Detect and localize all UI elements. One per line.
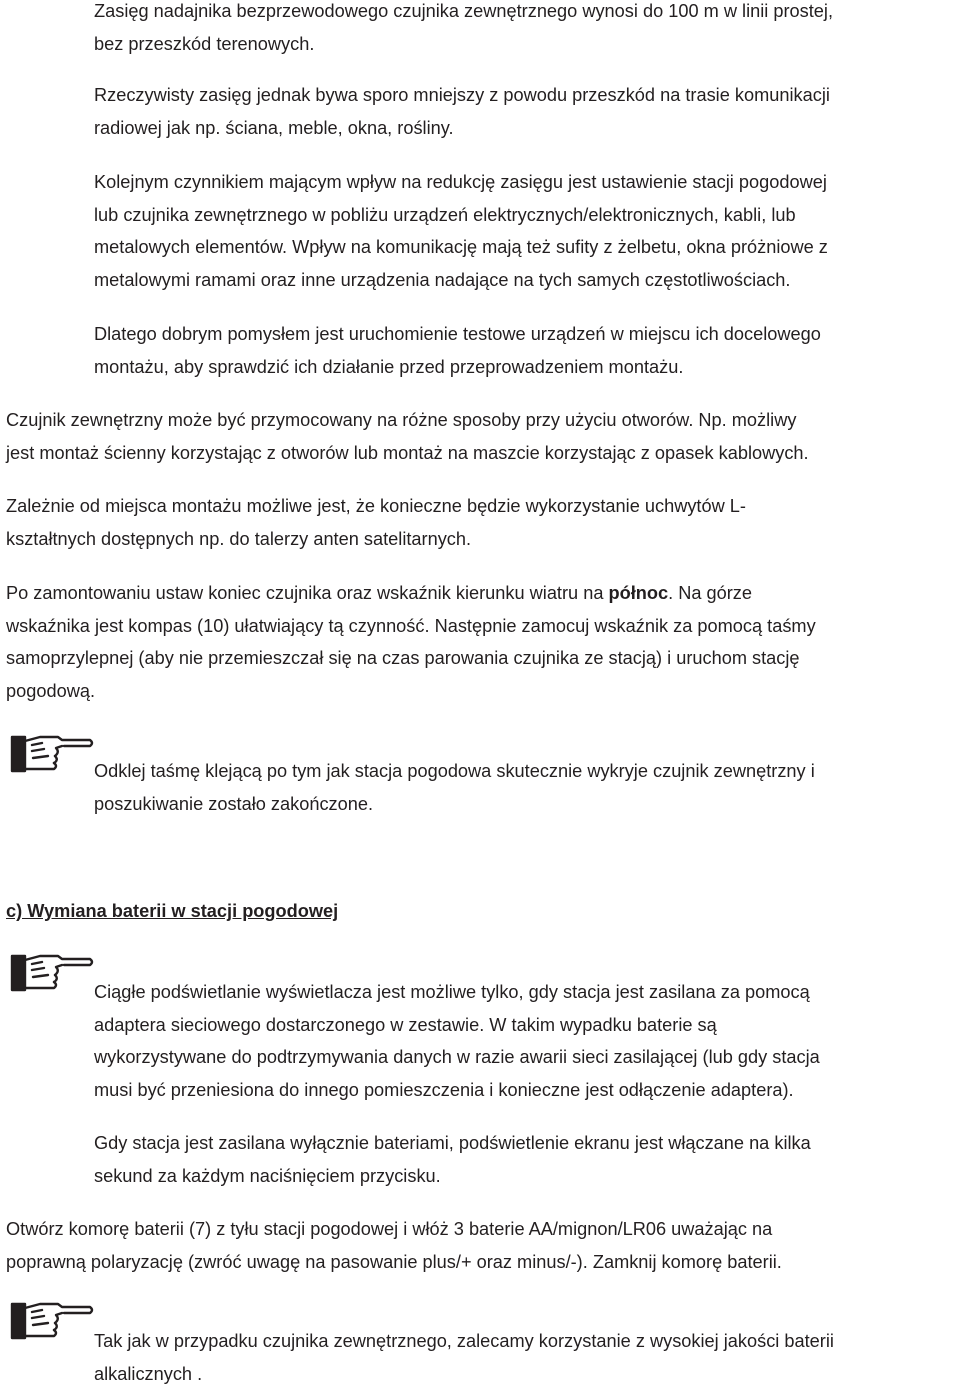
paragraph-factors xyxy=(94,166,828,296)
text-line: Otwórz komorę baterii (7) z tyłu stacji pogodowej i włóż 3 baterie AA/mignon/LR06 uważając na xyxy=(6,1213,782,1246)
paragraph-real-range xyxy=(94,79,830,144)
paragraph-range xyxy=(94,0,833,60)
text-line xyxy=(6,577,816,610)
section-heading-battery: c) Wymiana baterii w stacji pogodowej xyxy=(6,895,338,928)
text-line: Ciągłe podświetlanie wyświetlacza jest możliwe tylko, gdy stacja jest zasilana za pomocą xyxy=(94,976,820,1009)
text-line: Tak jak w przypadku czujnika zewnętrznego, zalecamy korzystanie z wysokiej jakości baterii xyxy=(94,1325,834,1358)
text-line: samoprzylepnej (aby nie przemieszczał się na czas parowania czujnika ze stacją) i uruchom stację xyxy=(6,642,816,675)
paragraph-battery-only xyxy=(94,1127,811,1192)
pointing-hand-icon xyxy=(10,733,96,775)
pointing-hand-icon xyxy=(10,1300,96,1342)
text-line: jest montaż ścienny korzystając z otworów lub montaż na maszcie korzystając z opasek kablowych. xyxy=(6,437,809,470)
text-line: bez przeszkód terenowych. xyxy=(94,28,833,61)
paragraph-orientation xyxy=(6,577,816,707)
paragraph-open-compartment xyxy=(6,1213,782,1278)
text-line: alkalicznych . xyxy=(94,1358,834,1390)
text-line: Odklej taśmę klejącą po tym jak stacja pogodowa skutecznie wykryje czujnik zewnętrzny i xyxy=(94,755,815,788)
text-line: wykorzystywane do podtrzymywania danych w razie awarii sieci zasilającej (lub gdy stacja xyxy=(94,1041,820,1074)
paragraph-test xyxy=(94,318,821,383)
text-line: poprawną polaryzację (zwróć uwagę na pasowanie plus/+ oraz minus/-). Zamknij komorę baterii. xyxy=(6,1246,782,1279)
text-line: Zależnie od miejsca montażu możliwe jest, że konieczne będzie wykorzystanie uchwytów L- xyxy=(6,490,746,523)
paragraph-mounting xyxy=(6,404,809,469)
text-line: pogodową. xyxy=(6,675,816,708)
text-line: wskaźnika jest kompas (10) ułatwiający tą czynność. Następnie zamocuj wskaźnik za pomocą taśmy xyxy=(6,610,816,643)
note-alkaline xyxy=(94,1325,834,1390)
text-line: poszukiwanie zostało zakończone. xyxy=(94,788,815,821)
text-line: Dlatego dobrym pomysłem jest uruchomienie testowe urządzeń w miejscu ich docelowego xyxy=(94,318,821,351)
text-line: Czujnik zewnętrzny może być przymocowany na różne sposoby przy użyciu otworów. Np. możliwy xyxy=(6,404,809,437)
text-line: sekund za każdym naciśnięciem przycisku. xyxy=(94,1160,811,1193)
text-line: Gdy stacja jest zasilana wyłącznie bateriami, podświetlenie ekranu jest włączane na kilka xyxy=(94,1127,811,1160)
text-line: Zasięg nadajnika bezprzewodowego czujnika zewnętrznego wynosi do 100 m w linii prostej, xyxy=(94,0,833,28)
text-line: lub czujnika zewnętrznego w pobliżu urządzeń elektrycznych/elektronicznych, kabli, lub xyxy=(94,199,828,232)
paragraph-brackets xyxy=(6,490,746,555)
text-line: metalowymi ramami oraz inne urządzenia nadające na tych samych częstotliwościach. xyxy=(94,264,828,297)
note-tape xyxy=(94,755,815,820)
pointing-hand-icon xyxy=(10,952,96,994)
text-fragment: Po zamontowaniu ustaw koniec czujnika oraz wskaźnik kierunku wiatru na xyxy=(6,583,609,603)
text-line: adaptera sieciowego dostarczonego w zestawie. W takim wypadku baterie są xyxy=(94,1009,820,1042)
text-line: metalowych elementów. Wpływ na komunikację mają też sufity z żelbetu, okna próżniowe z xyxy=(94,231,828,264)
text-line: radiowej jak np. ściana, meble, okna, rośliny. xyxy=(94,112,830,145)
text-fragment: . Na górze xyxy=(668,583,752,603)
text-line: kształtnych dostępnych np. do talerzy anten satelitarnych. xyxy=(6,523,746,556)
bold-word-north: północ xyxy=(609,583,669,603)
text-line: musi być przeniesiona do innego pomieszczenia i konieczne jest odłączenie adaptera). xyxy=(94,1074,820,1107)
note-backlight xyxy=(94,976,820,1106)
text-line: Kolejnym czynnikiem mającym wpływ na redukcję zasięgu jest ustawienie stacji pogodowej xyxy=(94,166,828,199)
text-line: Rzeczywisty zasięg jednak bywa sporo mniejszy z powodu przeszkód na trasie komunikacji xyxy=(94,79,830,112)
text-line: montażu, aby sprawdzić ich działanie przed przeprowadzeniem montażu. xyxy=(94,351,821,384)
